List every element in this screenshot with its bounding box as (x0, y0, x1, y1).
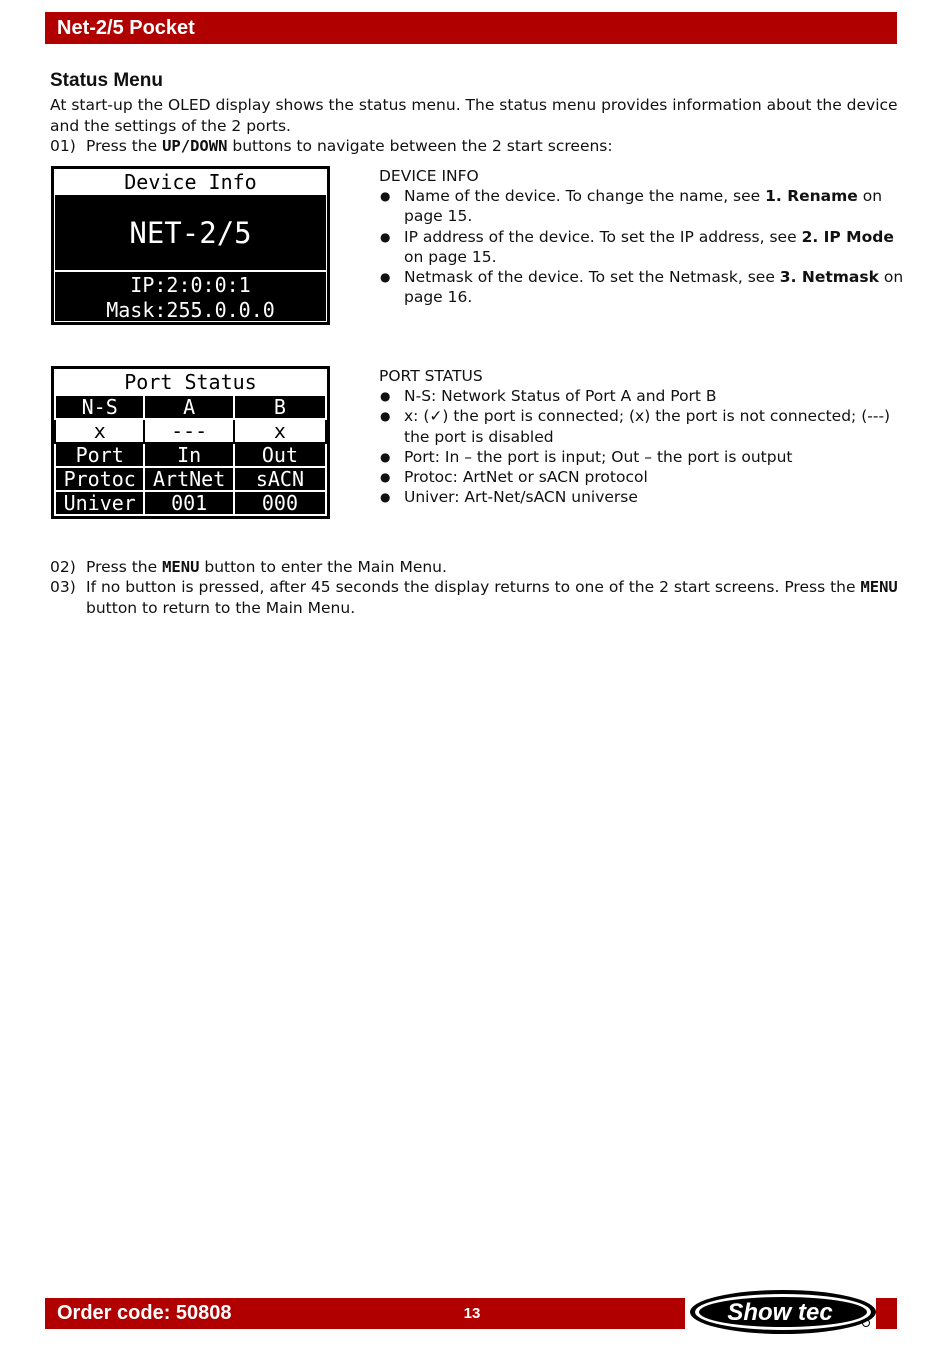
table-cell: 001 (144, 491, 233, 515)
table-cell: B (234, 395, 326, 419)
table-row (55, 419, 326, 443)
footer-bar-end (876, 1298, 897, 1329)
port-status-list (379, 386, 909, 507)
port-status-description (379, 366, 909, 507)
step-03 (50, 577, 900, 618)
table-cell: Univer (55, 491, 144, 515)
list-item: ● x: (✓) the port is connected; (x) the port is not connected; (---) the port is disabled (379, 406, 909, 446)
step-number: 03) (50, 578, 76, 596)
list-item (379, 267, 909, 307)
step-number: 02) (50, 558, 76, 576)
cross-reference: 3. Netmask (779, 268, 879, 287)
list-item: ● Univer: Art-Net/sACN universe (379, 487, 909, 507)
network-info-display (54, 271, 327, 322)
table-cell: x (55, 419, 144, 443)
table-row (55, 467, 326, 491)
step-text: Press the (86, 137, 163, 155)
step-text: buttons to navigate between the 2 start screens: (227, 137, 613, 155)
list-item: ● Port: In – the port is input; Out – the port is output (379, 447, 909, 467)
mask-display: Mask:255.0.0.0 (106, 298, 275, 322)
table-cell: ArtNet (144, 467, 233, 491)
table-cell: N-S (55, 395, 144, 419)
cross-reference: 2. IP Mode (801, 227, 894, 246)
port-status-screen (51, 366, 330, 519)
device-info-heading: DEVICE INFO (379, 167, 479, 185)
table-row (55, 395, 326, 419)
table-cell: Protoc (55, 467, 144, 491)
device-info-screen (51, 166, 330, 325)
step-text: button to enter the Main Menu. (199, 558, 447, 576)
table-cell: --- (144, 419, 233, 443)
showtec-logo-icon (688, 1288, 878, 1336)
list-item: ● Protoc: ArtNet or sACN protocol (379, 467, 909, 487)
svg-text:Show tec: Show tec (727, 1299, 833, 1326)
list-item (379, 227, 909, 267)
step-text: button to return to the Main Menu. (86, 598, 356, 617)
step-text: If no button is pressed, after 45 seconds the display returns to one of the 2 start screens. Press the (86, 578, 861, 596)
screen-title: Device Info (124, 170, 257, 194)
footer-bar (45, 1298, 685, 1329)
screen-title: Port Status (124, 370, 257, 394)
intro-paragraph: At start-up the OLED display shows the status menu. The status menu provides information about the device and the settings of the 2 ports. (50, 96, 898, 135)
item-text: on page 15. (404, 247, 497, 266)
page-number: 13 (463, 1305, 481, 1322)
table-row (55, 443, 326, 467)
device-name-display: NET-2/5 (54, 194, 327, 271)
table-cell: A (144, 395, 233, 419)
cross-reference: 1. Rename (765, 187, 858, 206)
showtec-logo (688, 1288, 878, 1336)
table-cell: Port (55, 443, 144, 467)
section-title: Status Menu (50, 70, 163, 91)
list-item (379, 186, 909, 226)
device-info-list (379, 186, 909, 307)
table-cell: x (234, 419, 326, 443)
button-name-menu: MENU (162, 558, 200, 576)
item-text: IP address of the device. To set the IP address, see (404, 227, 802, 246)
table-cell: sACN (234, 467, 326, 491)
button-name-menu: MENU (860, 578, 898, 596)
button-name-updown: UP/DOWN (162, 137, 228, 155)
item-text: on page 15. (404, 187, 883, 226)
port-status-heading: PORT STATUS (379, 367, 483, 385)
document-header-bar (45, 12, 897, 44)
item-text: on page 16. (404, 268, 904, 307)
step-number: 01) (50, 137, 76, 155)
ip-display: IP:2:0:0:1 (130, 273, 251, 297)
table-row (55, 491, 326, 515)
table-cell: 000 (234, 491, 326, 515)
step-02 (50, 557, 900, 578)
step-text: Press the (86, 558, 163, 576)
table-cell: Out (234, 443, 326, 467)
step-01 (50, 136, 900, 157)
document-title: Net-2/5 Pocket (57, 17, 195, 39)
order-code: Order code: 50808 (57, 1302, 232, 1324)
table-cell: In (144, 443, 233, 467)
device-info-description (379, 166, 909, 307)
item-text: Netmask of the device. To set the Netmask, see (404, 268, 780, 287)
item-text: Name of the device. To change the name, see (404, 187, 766, 206)
port-status-table (54, 394, 327, 516)
list-item: ● N-S: Network Status of Port A and Port B (379, 386, 909, 406)
